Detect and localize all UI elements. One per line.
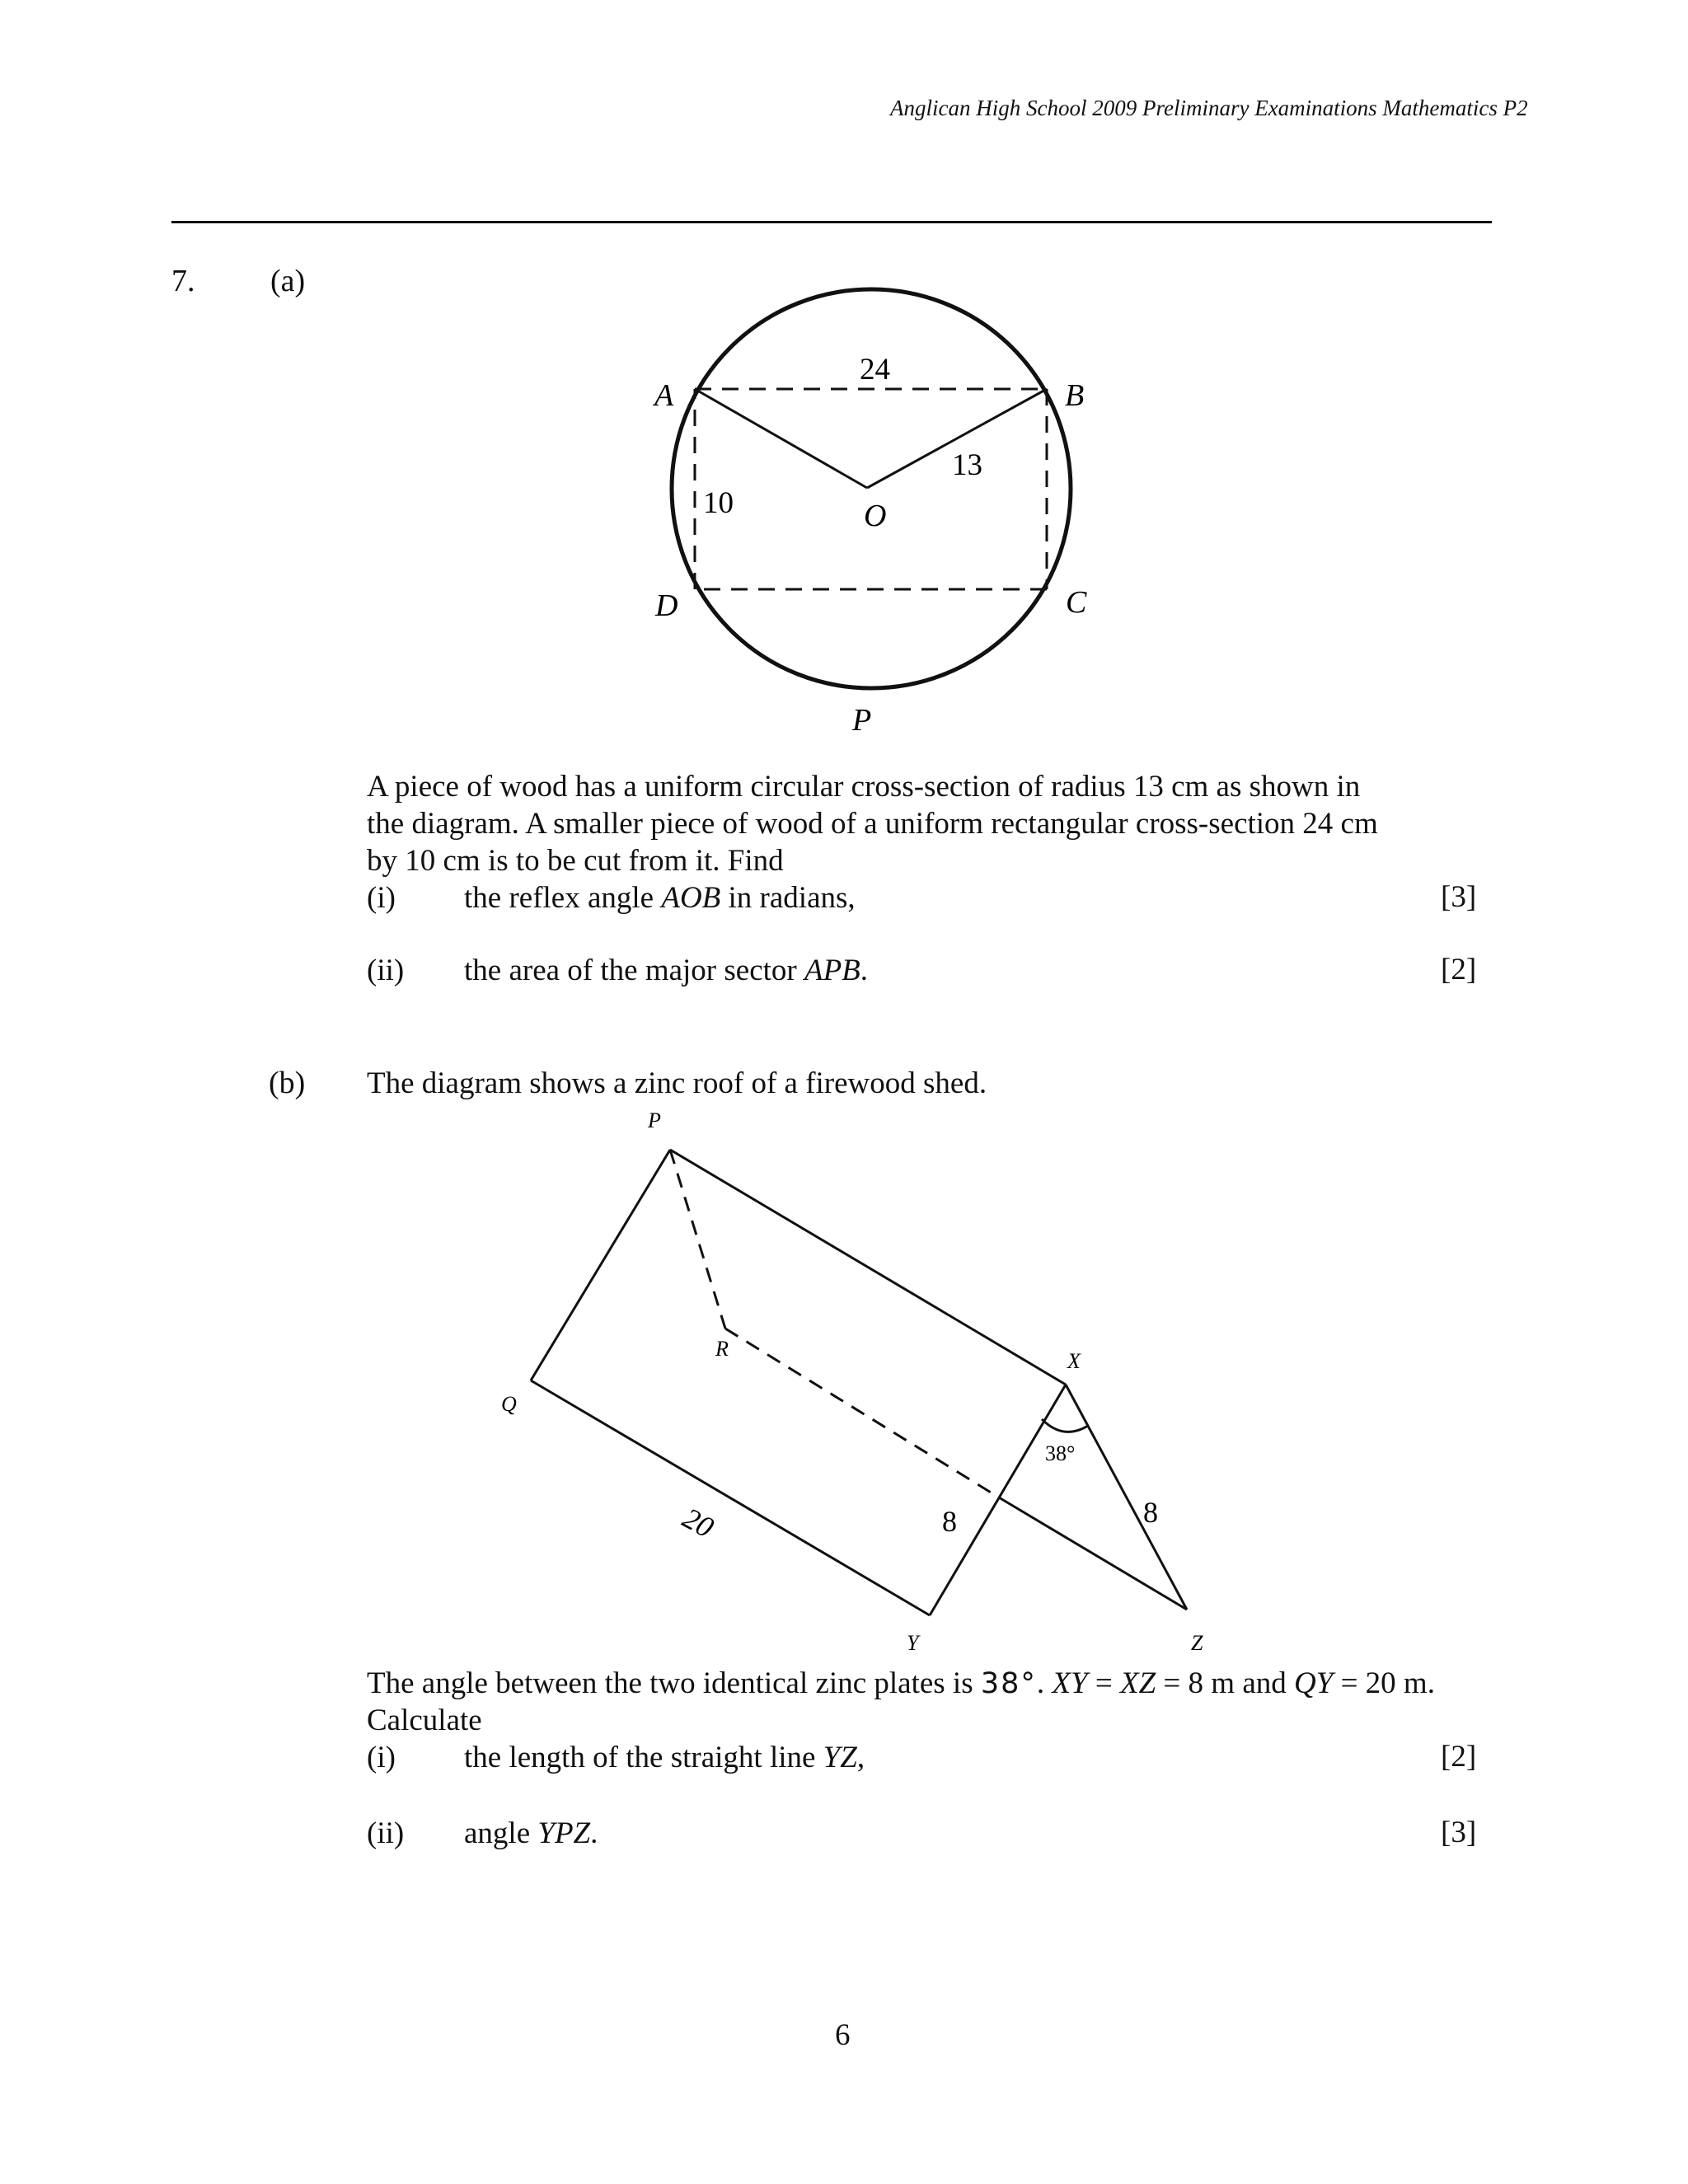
var-yz: YZ [823, 1741, 857, 1774]
part-a-line-2: the diagram. A smaller piece of wood of a uniform rectangular cross-section 24 cm [367, 807, 1378, 841]
edge-qy [531, 1380, 930, 1615]
edge-xy [930, 1385, 1066, 1615]
var-ypz: YPZ [537, 1816, 591, 1850]
part-a-item-i-number: (i) [367, 881, 396, 915]
part-b-item-i-text: the length of the straight line YZ, [464, 1741, 865, 1774]
label-x: X [1067, 1349, 1081, 1373]
part-b-line-1: The angle between the two identical zinc plates is 38°. XY = XZ = 8 m and QY = 20 m. [367, 1666, 1435, 1700]
edge-px [670, 1150, 1066, 1385]
var-apb: APB [804, 954, 860, 987]
circle-diagram [0, 0, 1688, 783]
label-z: Z [1191, 1631, 1203, 1655]
part-a-line-3: by 10 cm is to be cut from it. Find [367, 844, 784, 878]
part-b-item-ii-text: angle YPZ. [464, 1816, 598, 1850]
angle-label: 38° [1045, 1441, 1076, 1465]
label-r: R [715, 1337, 729, 1361]
label-a: A [654, 378, 674, 413]
label-d: D [655, 588, 678, 623]
part-b-intro: The diagram shows a zinc roof of a firewood shed. [367, 1066, 987, 1100]
question-number: 7. [171, 264, 195, 298]
part-a-line-1: A piece of wood has a uniform circular cross-section of radius 13 cm as shown in [367, 770, 1361, 804]
part-b-item-i-marks: [2] [1441, 1740, 1477, 1774]
part-a-item-i-text: the reflex angle AOB in radians, [464, 881, 856, 915]
angle-value: 38° [980, 1667, 1037, 1700]
label-y: Y [907, 1631, 919, 1655]
edge-xz [1066, 1385, 1187, 1610]
radius-oa [695, 389, 867, 488]
part-a-item-ii-text: the area of the major sector APB. [464, 954, 869, 987]
edge-rz-hidden [725, 1329, 999, 1497]
page-header: Anglican High School 2009 Preliminary Examinations Mathematics P2 [890, 96, 1528, 120]
label-b: B [1065, 378, 1085, 413]
edge-pq [531, 1150, 670, 1380]
label-p: P [852, 703, 872, 738]
part-b-line-2: Calculate [367, 1704, 482, 1737]
var-aob: AOB [661, 881, 721, 915]
length-ob: 13 [952, 448, 982, 482]
part-b-item-ii-marks: [3] [1441, 1816, 1477, 1849]
edge-rz-visible [999, 1497, 1187, 1610]
label-c: C [1066, 585, 1087, 620]
roof-diagram [0, 1104, 1688, 1665]
length-ad: 10 [703, 486, 734, 520]
label-q: Q [501, 1392, 517, 1416]
part-b-item-i-number: (i) [367, 1741, 396, 1774]
length-qy: 20 [677, 1501, 720, 1544]
length-ab: 24 [860, 353, 890, 387]
part-a-item-ii-marks: [2] [1441, 953, 1477, 987]
length-xz: 8 [1143, 1496, 1158, 1529]
label-o: O [864, 499, 887, 533]
label-p-roof: P [648, 1108, 661, 1132]
angle-arc [1042, 1419, 1088, 1432]
part-b-item-ii-number: (ii) [367, 1816, 405, 1850]
length-xy: 8 [942, 1505, 957, 1538]
page-number: 6 [835, 2018, 851, 2052]
part-a-item-ii-number: (ii) [367, 954, 405, 987]
part-a-item-i-marks: [3] [1441, 880, 1477, 914]
part-b-label: (b) [269, 1066, 306, 1100]
part-a-label: (a) [270, 264, 306, 298]
